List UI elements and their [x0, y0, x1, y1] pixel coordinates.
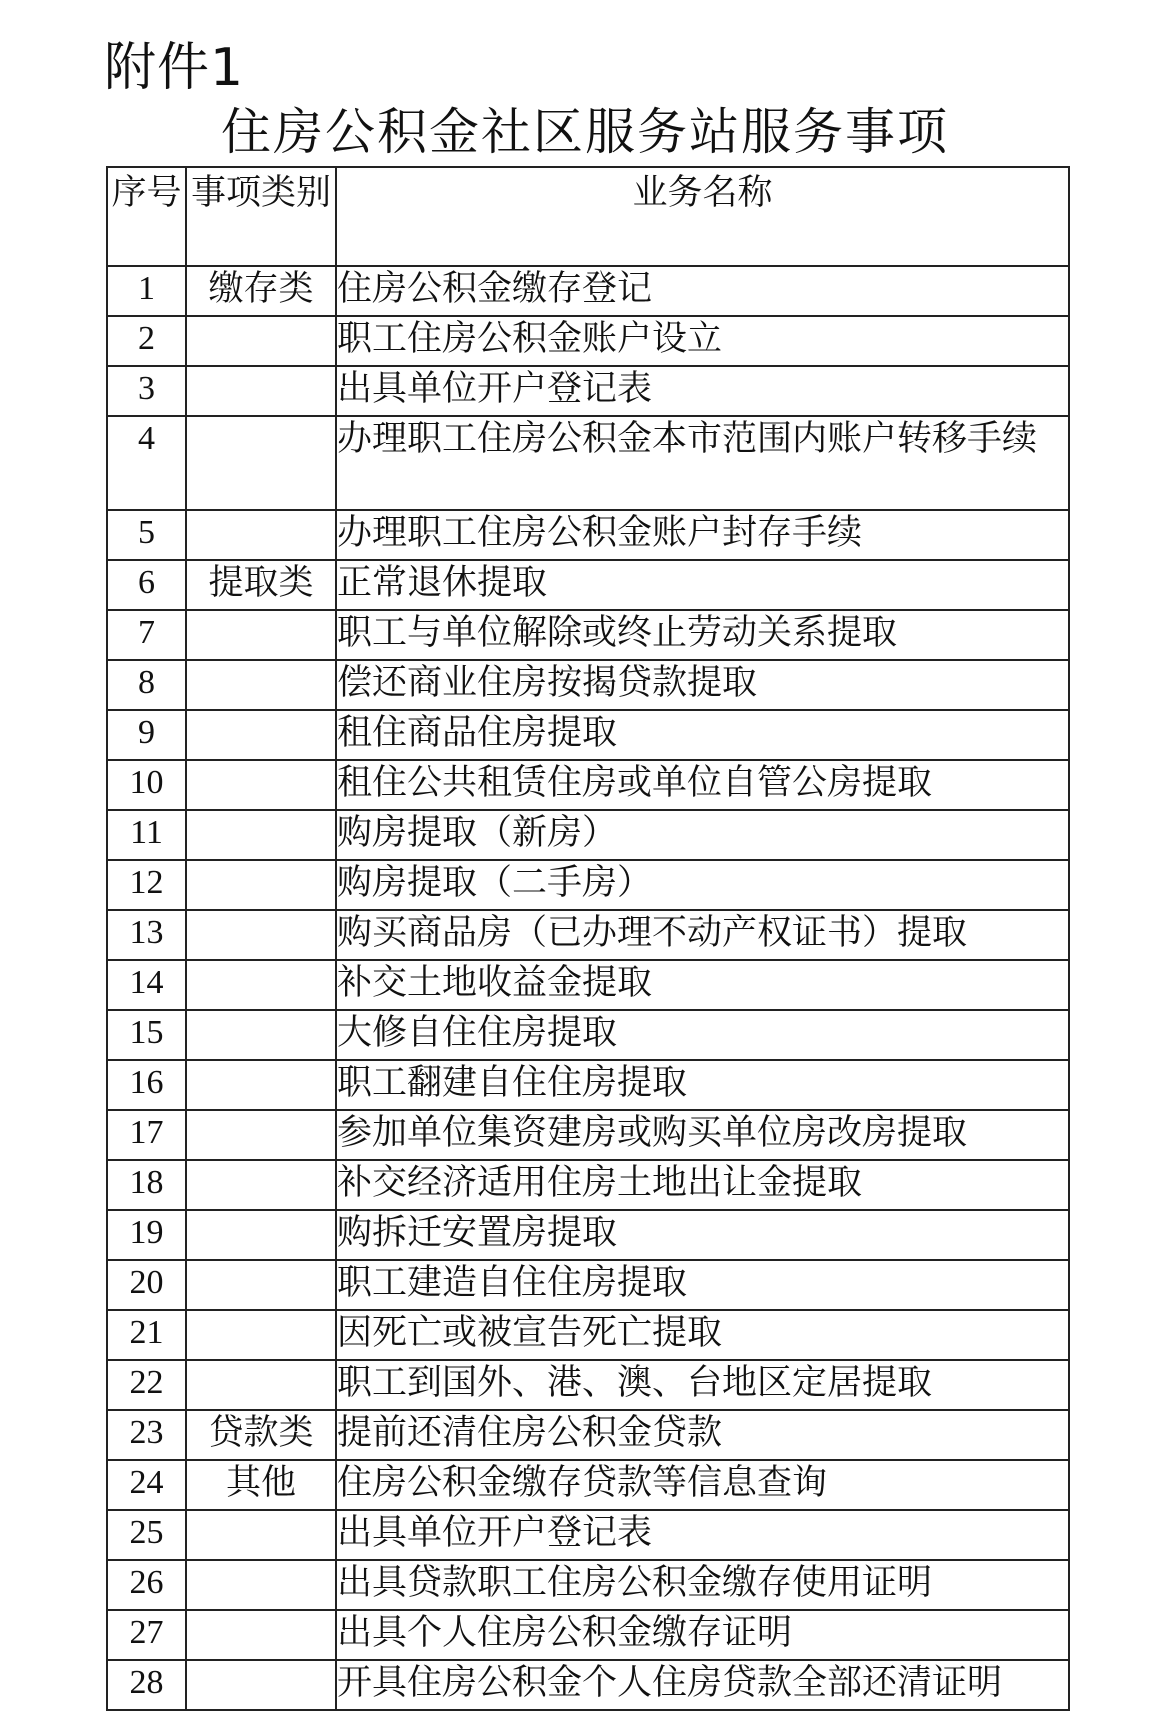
row-service-name: 补交土地收益金提取	[336, 960, 1069, 1010]
row-service-name: 职工住房公积金账户设立	[336, 316, 1069, 366]
table-body	[107, 266, 1069, 1710]
row-category	[186, 910, 336, 960]
row-category	[186, 1560, 336, 1610]
column-header-category: 事项类别	[186, 167, 336, 266]
row-index: 8	[107, 660, 186, 710]
row-service-name: 参加单位集资建房或购买单位房改房提取	[336, 1110, 1069, 1160]
row-index: 24	[107, 1460, 186, 1510]
row-category	[186, 366, 336, 416]
table-row	[107, 1610, 1069, 1660]
row-category	[186, 316, 336, 366]
row-category: 提取类	[186, 560, 336, 610]
row-service-name: 住房公积金缴存登记	[336, 266, 1069, 316]
row-category	[186, 860, 336, 910]
row-index: 10	[107, 760, 186, 810]
row-category	[186, 960, 336, 1010]
row-index: 25	[107, 1510, 186, 1560]
table-row	[107, 660, 1069, 710]
row-category	[186, 1360, 336, 1410]
row-index: 16	[107, 1060, 186, 1110]
row-category	[186, 1310, 336, 1360]
row-service-name: 因死亡或被宣告死亡提取	[336, 1310, 1069, 1360]
row-index: 22	[107, 1360, 186, 1410]
row-index: 14	[107, 960, 186, 1010]
row-category	[186, 1510, 336, 1560]
table-row	[107, 960, 1069, 1010]
row-index: 11	[107, 810, 186, 860]
table-row	[107, 510, 1069, 560]
row-service-name: 购买商品房（已办理不动产权证书）提取	[336, 910, 1069, 960]
row-service-name: 办理职工住房公积金本市范围内账户转移手续	[336, 416, 1069, 510]
row-category	[186, 760, 336, 810]
table-row	[107, 416, 1069, 510]
table-row	[107, 1110, 1069, 1160]
row-service-name: 偿还商业住房按揭贷款提取	[336, 660, 1069, 710]
table-row	[107, 810, 1069, 860]
table-row	[107, 1660, 1069, 1710]
row-index: 4	[107, 416, 186, 510]
table-row	[107, 1310, 1069, 1360]
row-service-name: 职工建造自住住房提取	[336, 1260, 1069, 1310]
row-index: 27	[107, 1610, 186, 1660]
row-index: 7	[107, 610, 186, 660]
column-header-index: 序号	[107, 167, 186, 266]
row-category	[186, 710, 336, 760]
row-index: 1	[107, 266, 186, 316]
table-row	[107, 1410, 1069, 1460]
row-index: 6	[107, 560, 186, 610]
table-row	[107, 610, 1069, 660]
row-category: 缴存类	[186, 266, 336, 316]
row-service-name: 办理职工住房公积金账户封存手续	[336, 510, 1069, 560]
row-service-name: 购拆迁安置房提取	[336, 1210, 1069, 1260]
row-category	[186, 1210, 336, 1260]
row-category	[186, 660, 336, 710]
table-row	[107, 1060, 1069, 1110]
table-header-row	[107, 167, 1069, 266]
row-category	[186, 1010, 336, 1060]
row-service-name: 职工与单位解除或终止劳动关系提取	[336, 610, 1069, 660]
row-category	[186, 1260, 336, 1310]
table-row	[107, 1460, 1069, 1510]
table-row	[107, 1260, 1069, 1310]
row-index: 19	[107, 1210, 186, 1260]
row-category	[186, 510, 336, 560]
row-service-name: 出具单位开户登记表	[336, 1510, 1069, 1560]
row-service-name: 正常退休提取	[336, 560, 1069, 610]
row-service-name: 出具单位开户登记表	[336, 366, 1069, 416]
row-category	[186, 810, 336, 860]
row-service-name: 出具贷款职工住房公积金缴存使用证明	[336, 1560, 1069, 1610]
table-row	[107, 1510, 1069, 1560]
row-service-name: 职工到国外、港、澳、台地区定居提取	[336, 1360, 1069, 1410]
table-row	[107, 366, 1069, 416]
table-row	[107, 1360, 1069, 1410]
table-row	[107, 910, 1069, 960]
row-service-name: 住房公积金缴存贷款等信息查询	[336, 1460, 1069, 1510]
attachment-label: 附件1	[104, 38, 245, 98]
row-service-name: 大修自住住房提取	[336, 1010, 1069, 1060]
row-category	[186, 1660, 336, 1710]
row-index: 26	[107, 1560, 186, 1610]
row-index: 17	[107, 1110, 186, 1160]
row-service-name: 购房提取（新房）	[336, 810, 1069, 860]
row-service-name: 提前还清住房公积金贷款	[336, 1410, 1069, 1460]
row-index: 13	[107, 910, 186, 960]
row-category	[186, 1110, 336, 1160]
row-category	[186, 1160, 336, 1210]
table-row	[107, 710, 1069, 760]
row-service-name: 开具住房公积金个人住房贷款全部还清证明	[336, 1660, 1069, 1710]
row-index: 20	[107, 1260, 186, 1310]
row-service-name: 出具个人住房公积金缴存证明	[336, 1610, 1069, 1660]
row-service-name: 职工翻建自住住房提取	[336, 1060, 1069, 1110]
table-row	[107, 1160, 1069, 1210]
table-row	[107, 1010, 1069, 1060]
row-index: 21	[107, 1310, 186, 1360]
row-service-name: 租住公共租赁住房或单位自管公房提取	[336, 760, 1069, 810]
column-header-service-name: 业务名称	[336, 167, 1069, 266]
row-service-name: 购房提取（二手房）	[336, 860, 1069, 910]
row-service-name: 补交经济适用住房土地出让金提取	[336, 1160, 1069, 1210]
document-title: 住房公积金社区服务站服务事项	[221, 103, 949, 161]
row-category	[186, 1610, 336, 1660]
row-index: 12	[107, 860, 186, 910]
row-category: 其他	[186, 1460, 336, 1510]
table-row	[107, 1560, 1069, 1610]
table-row	[107, 560, 1069, 610]
row-index: 28	[107, 1660, 186, 1710]
table-row	[107, 266, 1069, 316]
row-category	[186, 416, 336, 510]
row-index: 2	[107, 316, 186, 366]
row-index: 9	[107, 710, 186, 760]
row-index: 15	[107, 1010, 186, 1060]
table-row	[107, 760, 1069, 810]
table-row	[107, 316, 1069, 366]
row-category	[186, 610, 336, 660]
row-category: 贷款类	[186, 1410, 336, 1460]
row-index: 23	[107, 1410, 186, 1460]
row-index: 3	[107, 366, 186, 416]
table-row	[107, 1210, 1069, 1260]
row-index: 18	[107, 1160, 186, 1210]
table-row	[107, 860, 1069, 910]
row-index: 5	[107, 510, 186, 560]
row-category	[186, 1060, 336, 1110]
row-service-name: 租住商品住房提取	[336, 710, 1069, 760]
services-table	[106, 166, 1070, 1711]
